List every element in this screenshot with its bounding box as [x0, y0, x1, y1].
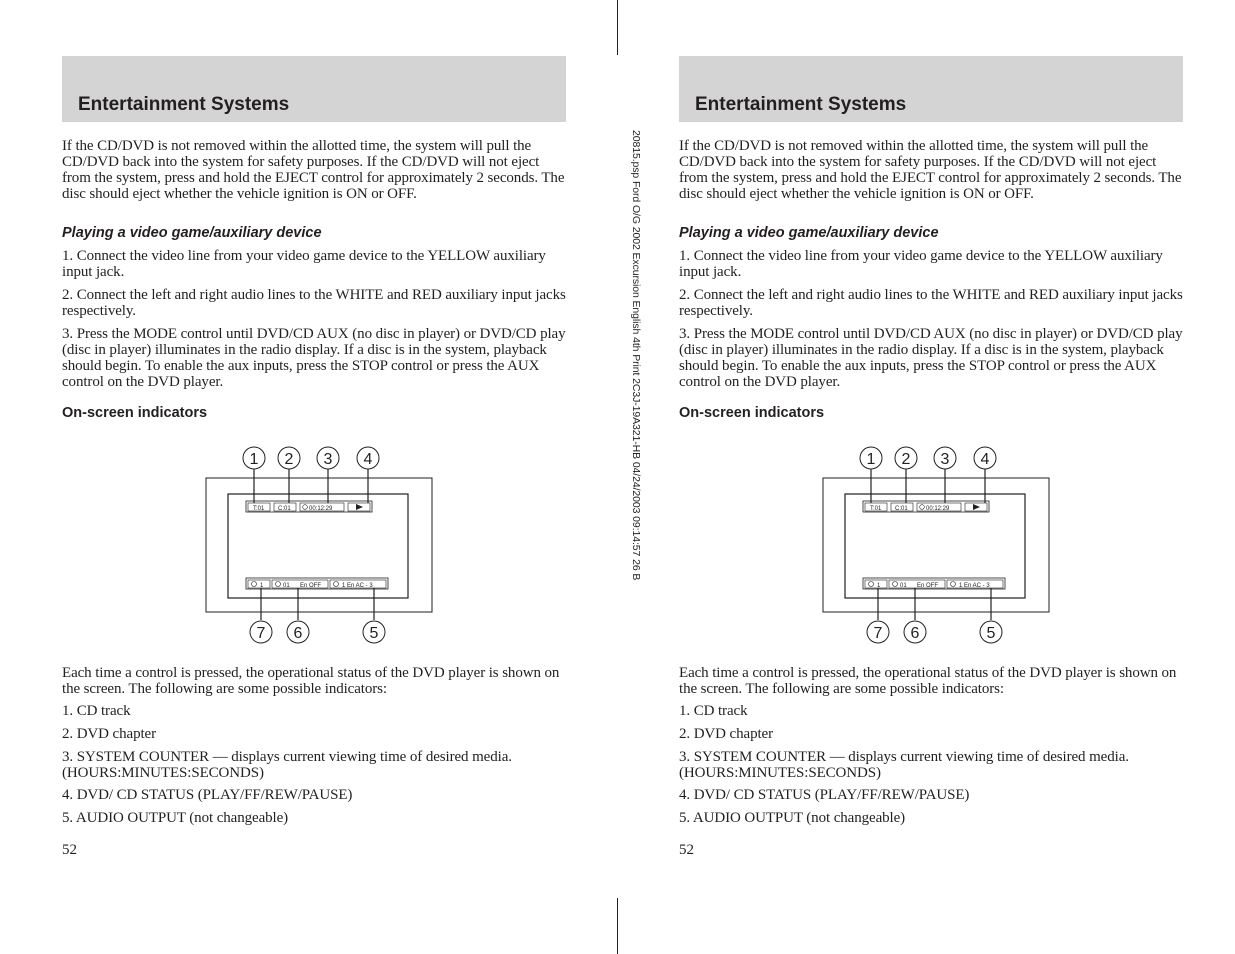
subheading-indicators: On-screen indicators — [679, 405, 825, 421]
step-3: 3. Press the MODE control until DVD/CD AUX (no disc in player) or DVD/CD play (disc in player) illuminates in the radio display. If a disc is in the system, playback should begin. To enable the aux inputs, press the STOP control or press the AUX control on the DVD player. — [62, 326, 566, 390]
callout-4: 4 — [980, 451, 990, 468]
subheading-indicators: On-screen indicators — [62, 405, 208, 421]
indicator-5: 5. AUDIO OUTPUT (not changeable) — [62, 810, 289, 826]
page-number: 52 — [62, 842, 77, 858]
section-header — [62, 56, 566, 122]
center-crop-mark-bottom — [617, 898, 618, 954]
callout-4: 4 — [363, 451, 373, 468]
bottom-display-subtitle: En OFF — [917, 583, 939, 589]
monitor-outer-frame — [823, 478, 1049, 612]
audio-icon — [334, 582, 339, 587]
intro-paragraph: If the CD/DVD is not removed within the allotted time, the system will pull the CD/DVD back into the system for safety purposes. If the CD/DVD will not eject from the system, press and hold the EJECT control for approximately 2 seconds. The disc should eject whether the vehicle ignition is ON or OFF. — [62, 138, 565, 202]
subtitle-icon — [276, 582, 281, 587]
on-screen-indicators-diagram — [819, 440, 1059, 650]
callout-6: 6 — [293, 625, 303, 642]
print-note-text: 20815.psp Ford O/G 2002 Excursion English 4th Print 2C3J-19A321-HB 04/24/2003 09:14:57 26 B — [630, 130, 642, 581]
callout-1: 1 — [249, 451, 259, 468]
bottom-display-angle: 1 — [260, 583, 264, 589]
step-1: 1. Connect the video line from your video game device to the YELLOW auxiliary input jack. — [679, 248, 1163, 280]
bottom-display-audio: 1 En AC - 3 — [342, 583, 373, 589]
step-1: 1. Connect the video line from your video game device to the YELLOW auxiliary input jack. — [62, 248, 546, 280]
indicator-2: 2. DVD chapter — [679, 726, 773, 742]
status-paragraph: Each time a control is pressed, the operational status of the DVD player is shown on the screen. The following are some possible indicators: — [62, 665, 560, 697]
monitor-outer-frame — [206, 478, 432, 612]
bottom-display-subtitle: En OFF — [300, 583, 322, 589]
indicator-3: 3. SYSTEM COUNTER — displays current viewing time of desired media. (HOURS:MINUTES:SECONDS) — [62, 749, 512, 781]
top-display-chapter: C:01 — [278, 506, 291, 512]
step-3: 3. Press the MODE control until DVD/CD AUX (no disc in player) or DVD/CD play (disc in player) illuminates in the radio display. If a disc is in the system, playback should begin. To enable the aux inputs, press the STOP control or press the AUX control on the DVD player. — [679, 326, 1183, 390]
intro-paragraph: If the CD/DVD is not removed within the allotted time, the system will pull the CD/DVD back into the system for safety purposes. If the CD/DVD will not eject from the system, press and hold the EJECT control for approximately 2 seconds. The disc should eject whether the vehicle ignition is ON or OFF. — [679, 138, 1182, 202]
callout-5: 5 — [986, 625, 996, 642]
indicator-2: 2. DVD chapter — [62, 726, 156, 742]
callout-5: 5 — [369, 625, 379, 642]
callout-7: 7 — [256, 625, 266, 642]
play-icon — [356, 504, 363, 510]
callout-3: 3 — [940, 451, 950, 468]
callout-2: 2 — [901, 451, 911, 468]
step-2: 2. Connect the left and right audio lines to the WHITE and RED auxiliary input jacks respectively. — [679, 287, 1183, 319]
callout-1: 1 — [866, 451, 876, 468]
print-note — [628, 130, 642, 610]
callout-7: 7 — [873, 625, 883, 642]
section-title: Entertainment Systems — [695, 94, 907, 115]
top-display-chapter: C:01 — [895, 506, 908, 512]
bottom-display-subtitle-number: 01 — [283, 583, 290, 589]
section-header — [679, 56, 1183, 122]
step-2: 2. Connect the left and right audio lines to the WHITE and RED auxiliary input jacks respectively. — [62, 287, 566, 319]
indicator-1: 1. CD track — [62, 703, 131, 719]
bottom-display-audio: 1 En AC - 3 — [959, 583, 990, 589]
top-display-track: T:01 — [870, 506, 882, 512]
section-title: Entertainment Systems — [78, 94, 290, 115]
status-paragraph: Each time a control is pressed, the operational status of the DVD player is shown on the screen. The following are some possible indicators: — [679, 665, 1177, 697]
subtitle-icon — [893, 582, 898, 587]
indicator-5: 5. AUDIO OUTPUT (not changeable) — [679, 810, 906, 826]
callout-2: 2 — [284, 451, 294, 468]
top-display-track: T:01 — [253, 506, 265, 512]
callout-3: 3 — [323, 451, 333, 468]
center-crop-mark-top — [617, 0, 618, 55]
angle-icon — [869, 582, 874, 587]
on-screen-indicators-diagram — [202, 440, 442, 650]
indicator-3: 3. SYSTEM COUNTER — displays current viewing time of desired media. (HOURS:MINUTES:SECONDS) — [679, 749, 1129, 781]
bottom-display-subtitle-number: 01 — [900, 583, 907, 589]
subheading-video-game: Playing a video game/auxiliary device — [62, 225, 322, 241]
indicator-4: 4. DVD/ CD STATUS (PLAY/FF/REW/PAUSE) — [62, 787, 353, 803]
angle-icon — [252, 582, 257, 587]
indicator-1: 1. CD track — [679, 703, 748, 719]
bottom-display-angle: 1 — [877, 583, 881, 589]
clock-icon — [920, 505, 925, 510]
callout-6: 6 — [910, 625, 920, 642]
top-display-counter: 00:12:29 — [926, 506, 950, 512]
play-icon — [973, 504, 980, 510]
clock-icon — [303, 505, 308, 510]
audio-icon — [951, 582, 956, 587]
indicator-4: 4. DVD/ CD STATUS (PLAY/FF/REW/PAUSE) — [679, 787, 970, 803]
top-display-counter: 00:12:29 — [309, 506, 333, 512]
page-number: 52 — [679, 842, 694, 858]
subheading-video-game: Playing a video game/auxiliary device — [679, 225, 939, 241]
